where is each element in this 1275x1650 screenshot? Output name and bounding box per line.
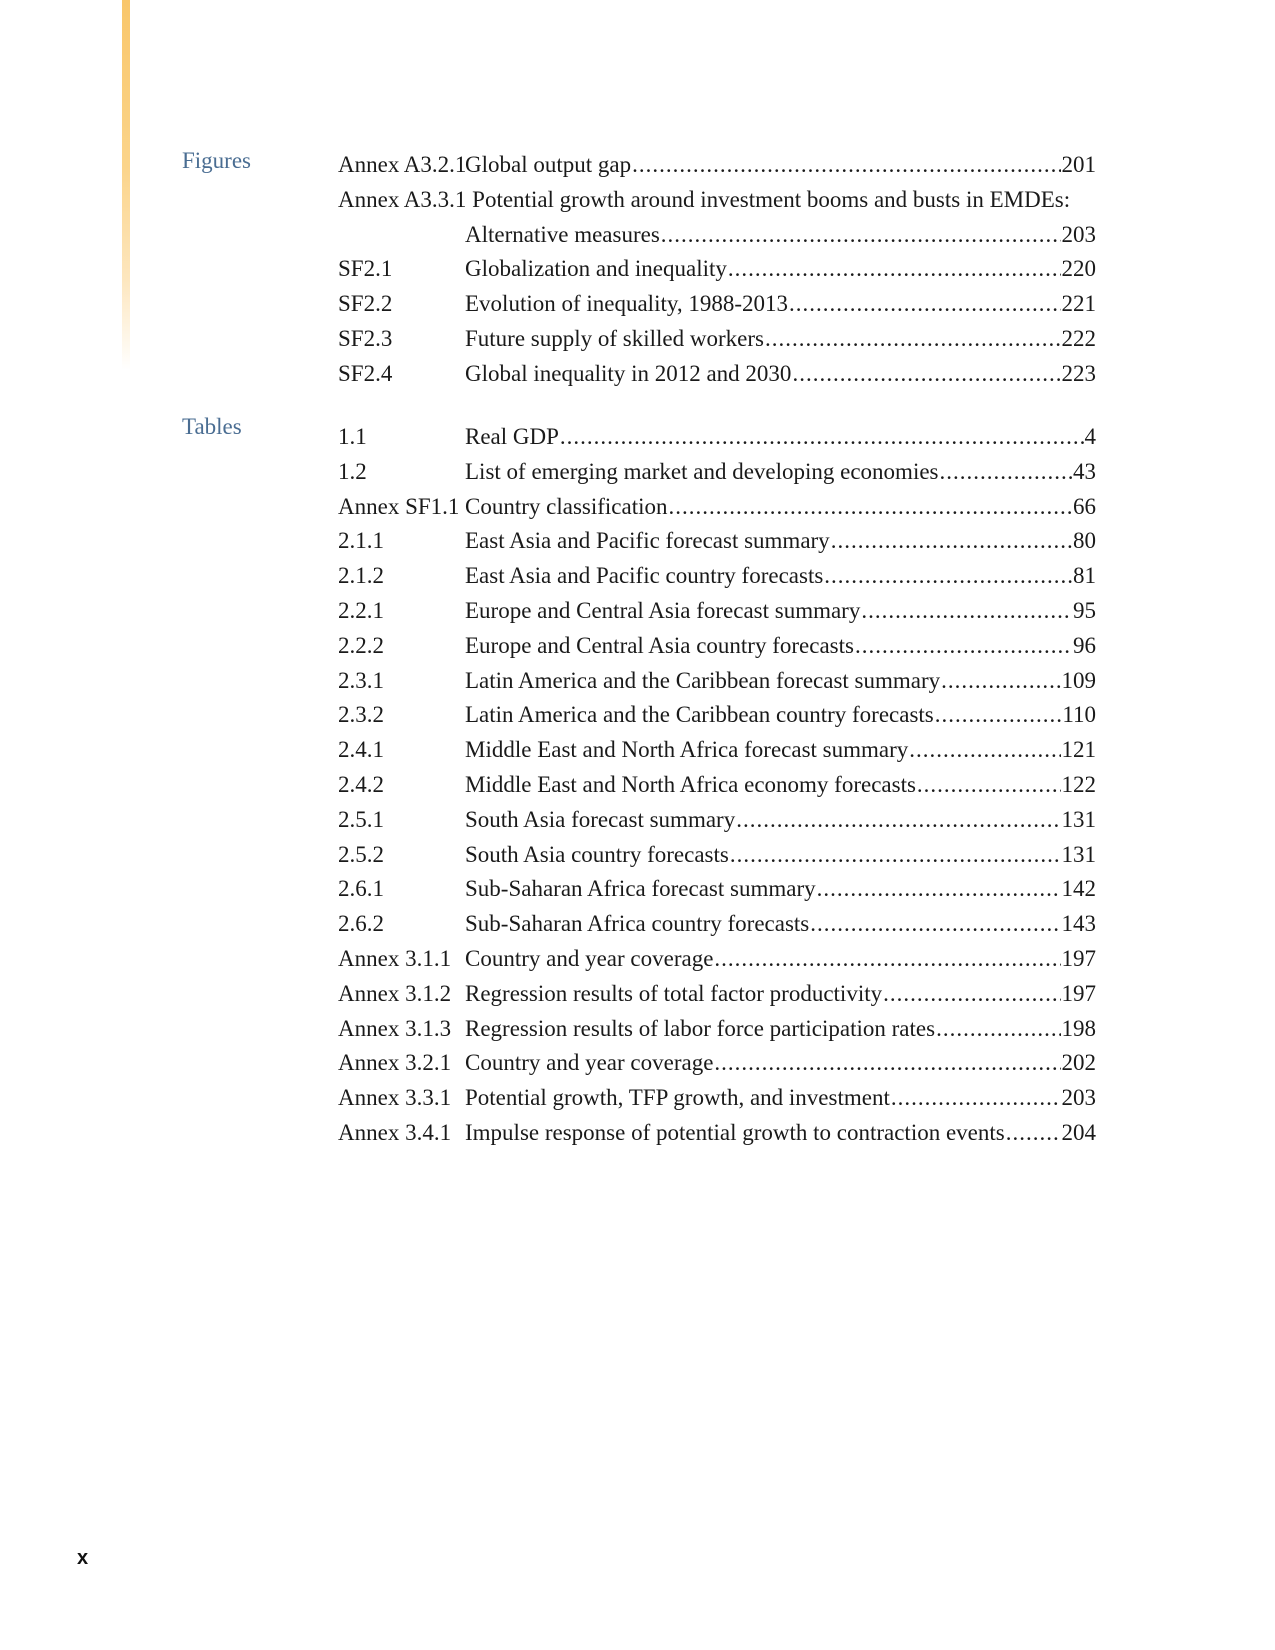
dot-leader bbox=[560, 420, 1084, 455]
dot-leader bbox=[810, 907, 1060, 942]
list-item[interactable] bbox=[338, 977, 1096, 1012]
entry-page: 121 bbox=[1061, 737, 1096, 763]
dot-leader bbox=[661, 218, 1061, 253]
entry-page: 109 bbox=[1061, 667, 1096, 693]
entry-title: Country and year coverage bbox=[465, 945, 714, 971]
entry-title: Latin America and the Caribbean country forecasts bbox=[465, 702, 934, 728]
list-item[interactable] bbox=[338, 148, 1096, 183]
entry-page: 221 bbox=[1061, 291, 1096, 317]
entry-page: 80 bbox=[1073, 528, 1096, 554]
entry-number: Annex 3.1.2 bbox=[338, 980, 452, 1006]
entry-number: Annex 3.1.1 bbox=[338, 945, 452, 971]
dot-leader bbox=[765, 322, 1061, 357]
list-item[interactable] bbox=[338, 803, 1096, 838]
entry-number: Annex 3.3.1 bbox=[338, 1085, 452, 1111]
dot-leader bbox=[714, 942, 1060, 977]
list-item[interactable] bbox=[338, 698, 1096, 733]
entry-title: East Asia and Pacific country forecasts bbox=[465, 563, 824, 589]
entry-title: Regression results of total factor productivity bbox=[465, 980, 883, 1006]
entry-title: East Asia and Pacific forecast summary bbox=[465, 528, 830, 554]
list-item[interactable] bbox=[338, 420, 1096, 455]
entry-title: Middle East and North Africa forecast summary bbox=[465, 737, 909, 763]
entry-page: 198 bbox=[1061, 1015, 1096, 1041]
tables-list bbox=[338, 420, 1096, 1151]
list-item[interactable] bbox=[338, 1081, 1096, 1116]
entry-title: Country and year coverage bbox=[465, 1050, 714, 1076]
list-item[interactable] bbox=[338, 872, 1096, 907]
entry-number: 2.5.1 bbox=[338, 806, 384, 832]
entry-number: 2.3.1 bbox=[338, 667, 384, 693]
entry-number: 2.3.2 bbox=[338, 702, 384, 728]
entry-number-and-title-line1: Annex A3.3.1 Potential growth around investment booms and busts in EMDEs: bbox=[338, 186, 1071, 212]
entry-page: 203 bbox=[1061, 221, 1096, 247]
list-item[interactable] bbox=[338, 252, 1096, 287]
dot-leader bbox=[891, 1081, 1061, 1116]
entry-page: 81 bbox=[1073, 563, 1096, 589]
entry-number: 2.1.2 bbox=[338, 563, 384, 589]
dot-leader bbox=[936, 1012, 1060, 1047]
margin-accent-bar bbox=[122, 0, 130, 370]
dot-leader bbox=[909, 733, 1060, 768]
entry-title: Evolution of inequality, 1988-2013 bbox=[465, 291, 789, 317]
list-item-wrapped-second-line[interactable] bbox=[338, 218, 1096, 253]
entry-number: 1.2 bbox=[338, 458, 367, 484]
entry-title: Impulse response of potential growth to contraction events bbox=[465, 1119, 1005, 1145]
list-item[interactable] bbox=[338, 594, 1096, 629]
dot-leader bbox=[831, 524, 1072, 559]
dot-leader bbox=[1006, 1116, 1061, 1151]
entry-title: South Asia country forecasts bbox=[465, 841, 729, 867]
list-item[interactable] bbox=[338, 629, 1096, 664]
entry-page: 197 bbox=[1061, 945, 1096, 971]
entry-page: 222 bbox=[1061, 325, 1096, 351]
entry-title: List of emerging market and developing economies bbox=[465, 458, 939, 484]
entry-page: 66 bbox=[1073, 493, 1096, 519]
entry-number: 2.1.1 bbox=[338, 528, 384, 554]
entry-title: Alternative measures bbox=[465, 221, 660, 247]
entry-title: Sub-Saharan Africa forecast summary bbox=[465, 876, 816, 902]
entry-page: 142 bbox=[1061, 876, 1096, 902]
dot-leader bbox=[714, 1046, 1060, 1081]
list-item[interactable] bbox=[338, 287, 1096, 322]
entry-title: Future supply of skilled workers bbox=[465, 325, 764, 351]
entry-page: 95 bbox=[1073, 597, 1096, 623]
dot-leader bbox=[728, 252, 1061, 287]
entry-number: 2.2.1 bbox=[338, 597, 384, 623]
entry-title: Real GDP bbox=[465, 424, 559, 449]
entry-number: Annex A3.2.1 bbox=[338, 152, 467, 177]
page-number: x bbox=[77, 1547, 89, 1569]
list-item[interactable] bbox=[338, 357, 1096, 392]
entry-page: 220 bbox=[1061, 256, 1096, 282]
entry-page: 203 bbox=[1061, 1085, 1096, 1111]
entry-number: Annex 3.1.3 bbox=[338, 1015, 452, 1041]
dot-leader bbox=[940, 455, 1073, 490]
entry-page: 204 bbox=[1061, 1119, 1096, 1145]
entry-title: Regression results of labor force participation rates bbox=[465, 1015, 936, 1041]
dot-leader bbox=[669, 490, 1073, 525]
list-item[interactable] bbox=[338, 524, 1096, 559]
entry-number: SF2.1 bbox=[338, 256, 393, 282]
dot-leader bbox=[917, 768, 1061, 803]
entry-page: 202 bbox=[1061, 1050, 1096, 1076]
entry-page: 197 bbox=[1061, 980, 1096, 1006]
list-item[interactable] bbox=[338, 838, 1096, 873]
dot-leader bbox=[941, 664, 1060, 699]
dot-leader bbox=[736, 803, 1060, 838]
entry-number: 2.5.2 bbox=[338, 841, 384, 867]
list-item[interactable] bbox=[338, 1046, 1096, 1081]
list-item[interactable] bbox=[338, 455, 1096, 490]
entry-page: 131 bbox=[1061, 841, 1096, 867]
list-item[interactable] bbox=[338, 733, 1096, 768]
dot-leader bbox=[824, 559, 1072, 594]
entry-page: 110 bbox=[1062, 702, 1096, 728]
entry-number: Annex SF1.1 bbox=[338, 493, 460, 519]
entry-title: Country classification bbox=[465, 493, 668, 519]
dot-leader bbox=[817, 872, 1061, 907]
entry-number: 2.6.1 bbox=[338, 876, 384, 902]
list-item-wrapped-first-line[interactable] bbox=[338, 183, 1096, 218]
entry-page: 143 bbox=[1061, 911, 1096, 937]
entry-title: Global output gap bbox=[465, 152, 632, 177]
entry-number: 2.4.2 bbox=[338, 771, 384, 797]
list-item[interactable] bbox=[338, 559, 1096, 594]
dot-leader bbox=[883, 977, 1060, 1012]
list-item[interactable] bbox=[338, 1116, 1096, 1151]
entry-number: SF2.4 bbox=[338, 360, 393, 386]
entry-page: 131 bbox=[1061, 806, 1096, 832]
entry-number: 2.6.2 bbox=[338, 911, 384, 937]
entry-title: Europe and Central Asia country forecasts bbox=[465, 632, 854, 658]
figures-list bbox=[338, 148, 1096, 392]
entry-number: 2.2.2 bbox=[338, 632, 384, 658]
tables-heading: Tables bbox=[182, 414, 242, 439]
dot-leader bbox=[935, 698, 1062, 733]
entry-title: Globalization and inequality bbox=[465, 256, 727, 282]
entry-title: Middle East and North Africa economy forecasts bbox=[465, 771, 916, 797]
figures-heading: Figures bbox=[182, 148, 251, 173]
entry-title: Sub-Saharan Africa country forecasts bbox=[465, 911, 810, 937]
entry-title: Latin America and the Caribbean forecast summary bbox=[465, 667, 941, 693]
entry-number: 2.4.1 bbox=[338, 737, 384, 763]
entry-title: Europe and Central Asia forecast summary bbox=[465, 597, 861, 623]
entry-page: 43 bbox=[1073, 458, 1096, 484]
dot-leader bbox=[632, 148, 1060, 183]
list-item[interactable] bbox=[338, 1012, 1096, 1047]
list-item[interactable] bbox=[338, 907, 1096, 942]
dot-leader bbox=[792, 357, 1060, 392]
dot-leader bbox=[855, 629, 1072, 664]
entry-page: 201 bbox=[1061, 152, 1096, 177]
entry-title: Potential growth, TFP growth, and investment bbox=[465, 1085, 890, 1111]
list-item[interactable] bbox=[338, 490, 1096, 525]
entry-page: 122 bbox=[1061, 771, 1096, 797]
entry-number: Annex 3.4.1 bbox=[338, 1119, 452, 1145]
dot-leader bbox=[730, 838, 1061, 873]
entry-number: Annex 3.2.1 bbox=[338, 1050, 452, 1076]
entry-title: South Asia forecast summary bbox=[465, 806, 736, 832]
entry-page: 96 bbox=[1073, 632, 1096, 658]
dot-leader bbox=[861, 594, 1072, 629]
list-item[interactable] bbox=[338, 768, 1096, 803]
entry-number: 1.1 bbox=[338, 424, 367, 449]
list-item[interactable] bbox=[338, 322, 1096, 357]
entry-page: 223 bbox=[1061, 360, 1096, 386]
entry-page: 4 bbox=[1084, 424, 1096, 449]
entry-number: SF2.3 bbox=[338, 325, 393, 351]
entry-number: SF2.2 bbox=[338, 291, 393, 317]
entry-title: Global inequality in 2012 and 2030 bbox=[465, 360, 792, 386]
dot-leader bbox=[789, 287, 1060, 322]
list-item[interactable] bbox=[338, 942, 1096, 977]
list-item[interactable] bbox=[338, 664, 1096, 699]
